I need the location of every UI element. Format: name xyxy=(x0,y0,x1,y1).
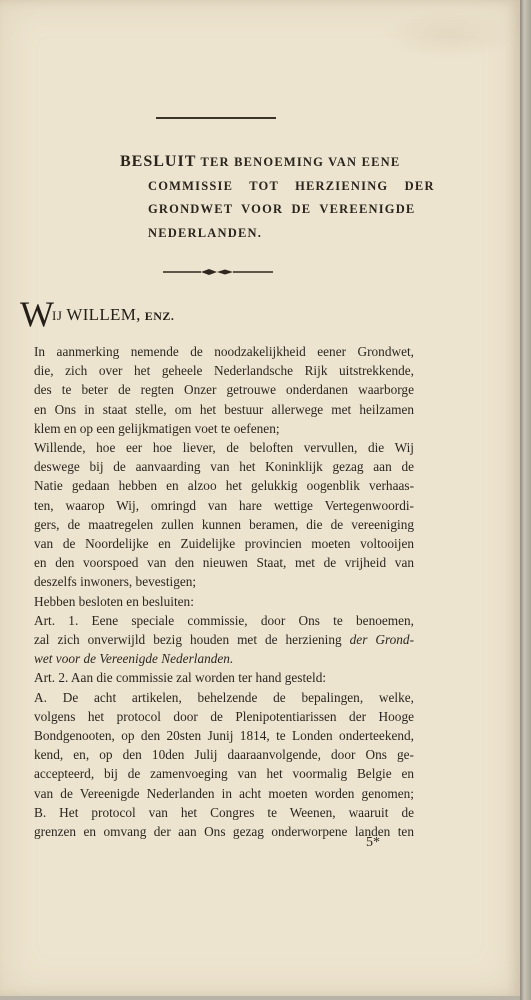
top-rule xyxy=(156,117,276,119)
heading-first-word: BESLUIT xyxy=(120,153,197,170)
heading-line-3: GRONDWET VOOR DE VEREENIGDE xyxy=(148,202,416,216)
body-line: volgens het protocol door de Plenipotentiarissen der Hooge xyxy=(34,708,414,724)
body-line: B. Het protocol van het Congres te Weenen, waaruit de xyxy=(34,804,414,820)
body-line: Natie gedaan hebben en alzoo het gelukkig oogenblik verhaas- xyxy=(34,478,414,494)
opening-line xyxy=(20,296,174,332)
body-line: Hebben besloten en besluiten: xyxy=(34,593,194,609)
opening-enz: ENZ. xyxy=(144,309,175,323)
body-line: Bondgenooten, op den 20sten Junij 1814, te Londen onderteekend, xyxy=(34,728,414,744)
body-line: A. De acht artikelen, behelzende de bepalingen, welke, xyxy=(34,689,414,705)
decree-heading xyxy=(120,150,435,245)
body-line: kend, en, op den 10den Julij daaraanvolgende, door Ons ge- xyxy=(34,747,414,763)
drop-cap: W xyxy=(20,294,52,334)
body-line: en Ons in staat stelle, om het bestuur allerwege met heilzamen xyxy=(34,401,414,417)
body-line: accepteerd, bij de zamenvoeging van het voormalig Belgie en xyxy=(34,766,414,782)
body-line: en den voorspoed van den nieuwen Staat, met de vrijheid van xyxy=(34,555,414,571)
ornament-divider xyxy=(163,266,273,278)
body-line: deswege bij de aanvaarding van het Koninklijk gezag aan de xyxy=(34,459,414,475)
body-text xyxy=(34,342,414,841)
body-line: ten, waarop Wij, omringd van hare wettige Vertegenwoordi- xyxy=(34,497,414,513)
opening-small-caps: IJ xyxy=(51,308,63,323)
body-line: Willende, hoe eer hoe liever, de beloften vervullen, die Wij xyxy=(34,440,414,456)
body-line: wet voor de Vereenigde Nederlanden. xyxy=(34,651,234,667)
body-line: deszelfs inwoners, bevestigen; xyxy=(34,574,197,590)
body-line: des te beter de regten Onzer getrouwe onderdanen waarborge xyxy=(34,382,414,398)
body-line: van de Vereenigde Nederlanden in acht moeten worden genomen; xyxy=(34,785,414,801)
body-line: die, zich over het geheele Nederlandsche Rijk uitstrekkende, xyxy=(34,363,414,379)
body-line: gers, de maatregelen zullen kunnen beramen, die de vereeniging xyxy=(34,516,414,532)
body-line: van de Noordelijke en Zuidelijke provincien moeten voltooijen xyxy=(34,536,414,552)
heading-line-1-rest: TER BENOEMING VAN EENE xyxy=(200,155,401,169)
paper-stain xyxy=(380,10,520,60)
heading-line-2: COMMISSIE TOT HERZIENING DER xyxy=(148,178,435,193)
signature-mark: 5* xyxy=(366,835,380,850)
page-edge xyxy=(520,0,531,1000)
body-line: Art. 1. Eene speciale commissie, door Ons te benoemen, xyxy=(34,612,414,628)
opening-name: WILLEM, xyxy=(66,305,141,324)
body-line: Art. 2. Aan die commissie zal worden ter hand gesteld: xyxy=(34,670,327,686)
body-line: klem en op een gelijkmatigen voet te oefenen; xyxy=(34,420,280,436)
body-line: grenzen en omvang der aan Ons gezag onderworpene landen ten xyxy=(34,824,414,840)
heading-line-1 xyxy=(120,150,420,175)
heading-line-4: NEDERLANDEN. xyxy=(148,225,263,240)
body-line: zal zich onverwijld bezig houden met de herziening der Grond- xyxy=(34,632,415,648)
body-line: In aanmerking nemende de noodzakelijkheid eener Grondwet, xyxy=(34,344,414,359)
